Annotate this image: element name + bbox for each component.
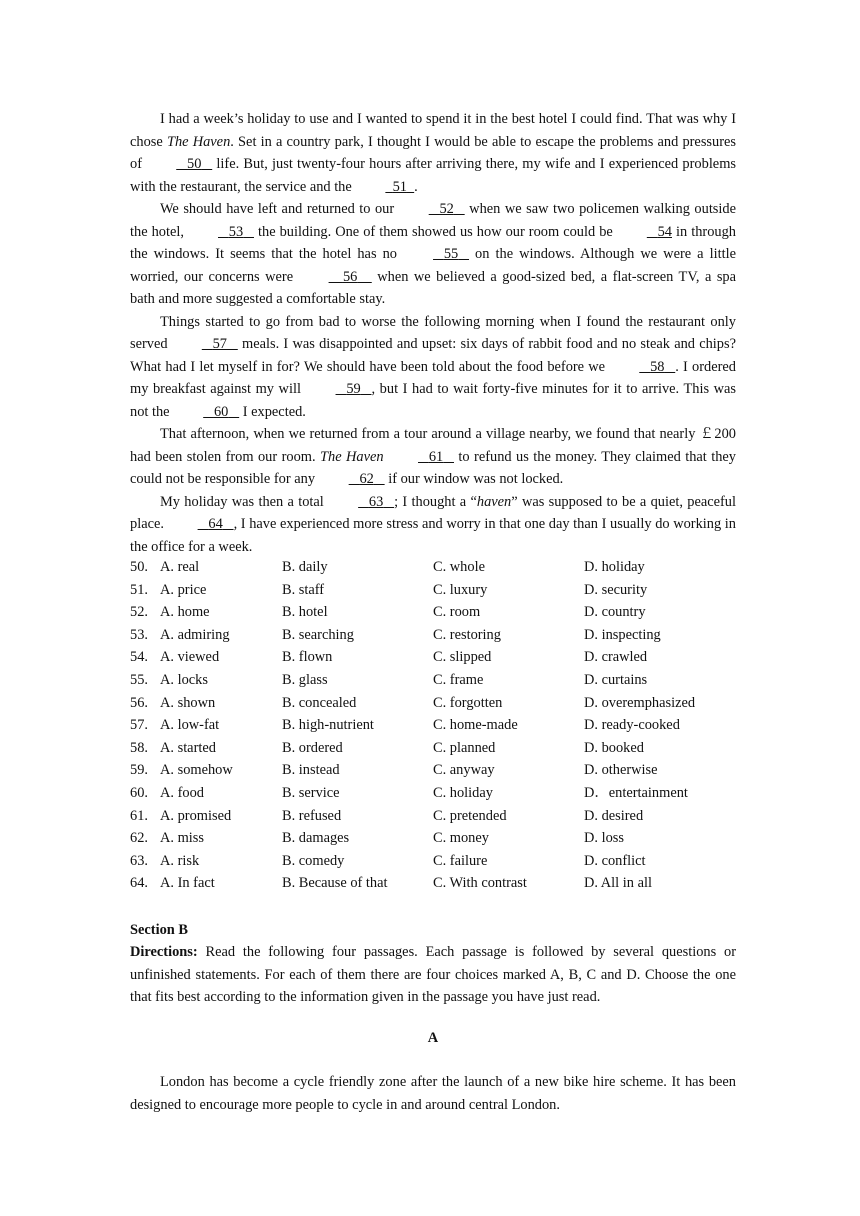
blank-60: 60 — [213, 403, 229, 420]
passage-paragraph-5: My holiday was then a total 63 ; I thought a “haven” was supposed to be a quiet, peaceful place. 64 , I have experienced more stress and worry in that one day than I usually do working in the office for a week. — [130, 491, 736, 559]
passage-paragraph-4: That afternoon, when we returned from a tour around a village nearby, we found that nearly ￡200 had been stolen from our room. The Haven 61 to refund us the money. They claimed that they could not be responsible for any 62 if our window was not locked. — [130, 423, 736, 491]
option-row: 64. A. In fact B. Because of that C. With contrast D. All in all — [130, 875, 652, 892]
blank-50: 50 — [187, 156, 202, 172]
passage-a-text: London has become a cycle friendly zone after the launch of a new bike hire scheme. It has been designed to encourage more people to cycle in and around central London. — [130, 1074, 736, 1113]
passage-letter: A — [427, 1029, 439, 1046]
section-title: Section B — [130, 921, 188, 938]
blank-55: 55 — [443, 246, 459, 262]
blank-64: 64 — [208, 516, 223, 532]
option-row: 58. A. started B. ordered C. planned D. booked — [130, 739, 644, 756]
option-row: 61. A. promised B. refused C. pretended D. desired — [130, 807, 644, 824]
directions — [130, 941, 736, 1009]
blank-54: 54 — [657, 223, 672, 240]
directions-text: Read the following four passages. Each passage is followed by several questions or unfinished statements. For each of them there are four choices marked A, B, C and D. Choose the one that fits best according to the information given in the passage you have just read. — [130, 944, 736, 1006]
option-row: 62. A. miss B. damages C. money D. loss — [130, 830, 624, 847]
blank-63: 63 — [368, 493, 384, 510]
blank-58: 58 — [650, 358, 665, 375]
blank-62: 62 — [359, 471, 374, 487]
options-table — [130, 556, 736, 895]
blank-59: 59 — [346, 381, 361, 397]
document-page — [130, 108, 736, 1116]
option-row: 59. A. somehow B. instead C. anyway D. otherwise — [130, 762, 658, 779]
option-row: 52. A. home B. hotel C. room D. country — [130, 604, 646, 621]
option-row: 55. A. locks B. glass C. frame D. curtains — [130, 671, 648, 688]
option-row: 51. A. price B. staff C. luxury D. security — [130, 581, 648, 598]
blank-61: 61 — [428, 448, 444, 465]
hotel-name: The Haven — [320, 448, 384, 465]
hotel-name: The Haven — [166, 133, 231, 150]
option-row: 54. A. viewed B. flown C. slipped D. crawled — [130, 649, 648, 666]
option-row: 63. A. risk B. comedy C. failure D. conflict — [130, 852, 646, 869]
blank-52: 52 — [439, 201, 454, 217]
option-row: 56. A. shown B. concealed C. forgotten D. overemphasized — [130, 694, 696, 711]
passage-paragraph-2: We should have left and returned to our 52 when we saw two policemen walking outside the hotel, 53 the building. One of them showed us how our room could be 54 in through the windows. It seems that the hotel has no 55 on the windows. Although we were a little worried, our concerns were 56 when we believed a good-sized bed, a flat-screen TV, a spa bath and more suggested a comfortable stay. — [130, 198, 736, 311]
blank-57: 57 — [212, 336, 227, 352]
option-row: 53. A. admiring B. searching C. restoring D. inspecting — [130, 626, 661, 643]
blank-51: 51 — [392, 178, 407, 195]
option-row: 60. A. food B. service C. holiday D．entertainment — [130, 784, 688, 801]
directions-label: Directions: — [130, 944, 198, 961]
passage-paragraph-3: Things started to go from bad to worse the following morning when I found the restaurant only served 57 meals. I was disappointed and upset: six days of rabbit food and no steak and chips? What had I let myself in for? We should have been told about the food before we 58 . I ordered my breakfast against my will 59 , but I had to wait forty-five minutes for it to arrive. This was not the 60 I expected. — [130, 311, 736, 424]
passage-paragraph-1: I had a week’s holiday to use and I wanted to spend it in the best hotel I could find. That was why I chose The Haven. Set in a country park, I thought I would be able to escape the problems and pressures of 50 life. But, just twenty-four hours after arriving there, my wife and I experienced problems with the restaurant, the service and the 51 . — [130, 108, 736, 198]
blank-56: 56 — [342, 268, 358, 285]
option-row: 50. A. real B. daily C. whole D. holiday — [130, 559, 645, 575]
blank-53: 53 — [228, 223, 244, 240]
option-row: 57. A. low-fat B. high-nutrient C. home-made D. ready-cooked — [130, 717, 680, 734]
